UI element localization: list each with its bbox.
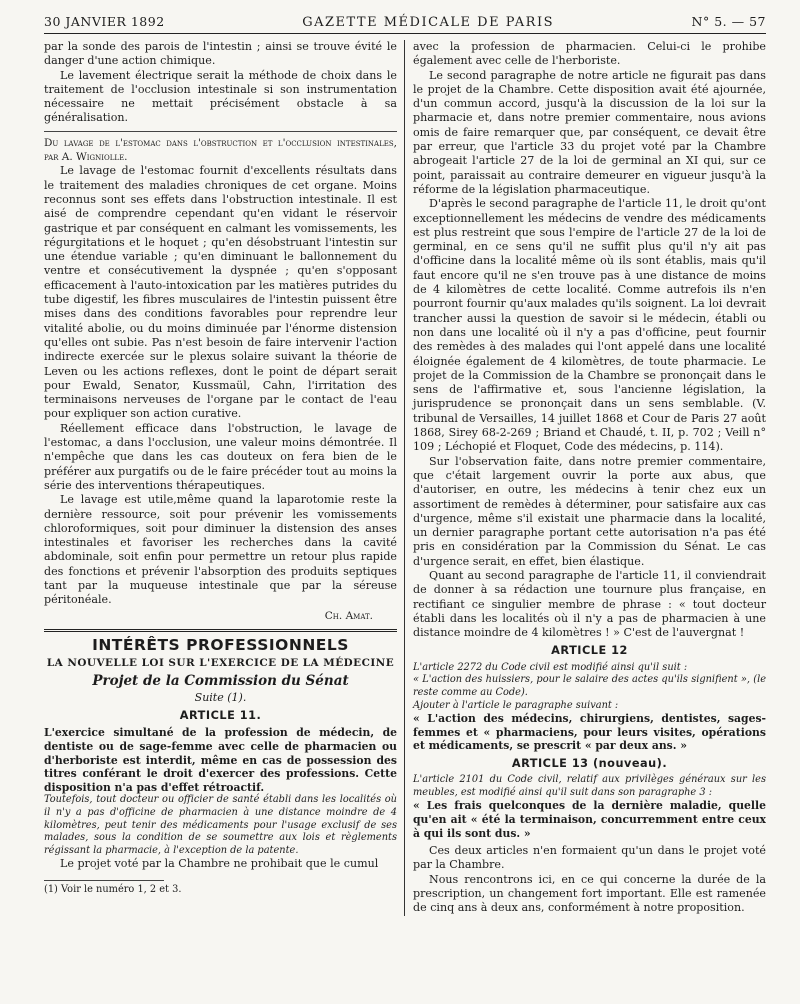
- section-title: INTÉRÊTS PROFESSIONNELS: [92, 635, 349, 654]
- right-paragraph-2: Le second paragraphe de notre article ne figurait pas dans le projet de la Chambre. Cette disposition avait été ajournée, d'un commun accord, jusqu'à la discussion de la loi sur la pharmacie et, dans notre premier commentaire, nous avions omis de faire remarquer que, par conséquent, ce devait être par erreur, que l'article 33 du projet voté par la Chambre abrogeait l'article 27 de la loi de germinal an XI qui, sur ce point, paraissait au contraire demeurer en vigueur jusqu'à la réforme de la législation pharmaceutique.: [413, 68, 766, 196]
- left-paragraph-2: Le lavement électrique serait la méthode de choix dans le traitement de l'occlusion intestinale si son instrumentation nécessaire ne mettait précisément obstacle à sa généralisation.: [44, 68, 397, 125]
- left-paragraph-6: Le projet voté par la Chambre ne prohibait que le cumul: [60, 857, 379, 871]
- left-column: [44, 40, 405, 916]
- article-13-intro: L'article 2101 du Code civil, relatif aux privilèges généraux sur les meubles, est modifié ainsi qu'il suit dans son paragraphe 3 :: [413, 774, 766, 798]
- right-column: [405, 40, 766, 916]
- left-paragraph-4: Réellement efficace dans l'obstruction, le lavage de l'estomac, a dans l'occlusion, une valeur moins démontrée. Il n'empêche que dans les cas douteux on fera bien de le préférer aux purgatifs ou de le faire précéder tout au moins la série des interventions thérapeutiques.: [44, 421, 397, 492]
- header-date: 30 JANVIER 1892: [44, 14, 165, 29]
- article-11-title: ARTICLE 11.: [179, 709, 262, 723]
- right-paragraph-7: Nous rencontrons ici, en ce qui concerne la durée de la prescription, un changement fort important. Elle est ramenée de cinq ans à deux ans, conformément à notre proposition.: [413, 872, 766, 915]
- columns: [44, 40, 766, 916]
- left-paragraph-1: par la sonde des parois de l'intestin ; ainsi se trouve évité le danger d'une action chimique.: [44, 40, 397, 68]
- header-title: GAZETTE MÉDICALE DE PARIS: [302, 15, 554, 30]
- divider: [44, 131, 397, 132]
- article-12-quote-2: « L'action des médecins, chirurgiens, dentistes, sages-femmes et « pharmaciens, pour leurs visites, opérations et médicaments, se prescrit « par deux ans. »: [413, 712, 766, 753]
- project-title: Projet de la Commission du Sénat: [92, 673, 349, 690]
- article-11-text: L'exercice simultané de la profession de médecin, de dentiste ou de sage-femme avec celle de pharmacien ou d'herboriste est interdit, même en cas de possession des titres conférant le droit d'exercer des professions. Cette disposition n'a pas d'effet rétroactif.: [44, 726, 397, 794]
- right-paragraph-6: Ces deux articles n'en formaient qu'un dans le projet voté par la Chambre.: [413, 844, 766, 872]
- article-12-intro: L'article 2272 du Code civil est modifié ainsi qu'il suit :: [413, 661, 688, 673]
- signature: Ch. Amat.: [324, 609, 373, 622]
- article-11-italic: Toutefois, tout docteur ou officier de santé établi dans les localités où il n'y a pas d'officine de pharmacien à une distance moindre de 4 kilomètres, peut tenir des médicaments pour l'usage exclusif de ses malades, sous la condition de se soumettre aux lois et règlements régissant la pharmacie, à l'exception de la patente.: [44, 794, 397, 856]
- left-paragraph-5: Le lavage est utile,même quand la laparotomie reste la dernière ressource, soit pour prévenir les vomissements chloroformiques, soit pour diminuer la distension des anses intestinales et favoriser les recherches dans la cavité abdominale, soit enfin pour permettre un retour plus rapide des fonctions et prévenir l'absorption des produits septiques tant par la muqueuse intestinale que par la séreuse péritonéale.: [44, 493, 397, 607]
- article-12-quote-1: « L'action des huissiers, pour le salaire des actes qu'ils signifient », (le reste comme au Code).: [413, 674, 766, 698]
- footnote-rule: [44, 880, 164, 881]
- right-paragraph-1: avec la profession de pharmacien. Celui-ci le prohibe également avec celle de l'herboriste.: [413, 40, 766, 68]
- running-head: [44, 14, 766, 34]
- article-12-title: ARTICLE 12: [551, 644, 628, 658]
- article-12-add: Ajouter à l'article le paragraphe suivant :: [413, 699, 619, 711]
- footnote: (1) Voir le numéro 1, 2 et 3.: [44, 883, 182, 895]
- lavage-heading: Du lavage de l'estomac dans l'obstruction et l'occlusion intestinales, par A. Wigniolle.: [44, 136, 397, 164]
- law-subhead: LA NOUVELLE LOI SUR L'EXERCICE DE LA MÉDECINE: [46, 657, 395, 670]
- section-rule: [44, 629, 397, 632]
- right-paragraph-3: D'après le second paragraphe de l'article 11, le droit qu'ont exceptionnellement les médecins de vendre des médicaments est plus restreint que sous l'empire de l'article 27 de la loi de germinal, en ce sens qu'il ne suffit plus qu'il n'y ait pas d'officine dans la localité même où ils sont établis, mais qu'il faut encore qu'il ne s'en trouve pas à une distance de moins de 4 kilomètres de cette localité. Comme autrefois ils n'en pourront fournir qu'aux malades qu'ils soignent. La loi devrait trancher aussi la question de savoir si le médecin, établi ou non dans une localité où il n'y a pas d'officine, peut fournir des remèdes à des malades qui l'ont appelé dans une localité éloignée également de 4 kilomètres, de toute pharmacie. Le projet de la Commission de la Chambre se prononçait dans le sens de l'affirmative et, sous l'ancienne législation, la jurisprudence se prononçait dans un sens semblable. (V. tribunal de Versailles, 14 juillet 1868 et Cour de Paris 27 août 1868, Sirey 68-2-269 ; Briand et Chaudé, t. II, p. 702 ; Veill n° 109 ; Léchopié et Floquet, Code des médecins, p. 114).: [413, 197, 766, 454]
- article-13-quote: « Les frais quelconques de la dernière maladie, quelle qu'en ait « été la terminaison, concurremment entre ceux à qui ils sont dus. »: [413, 799, 766, 840]
- article-13-title: ARTICLE 13 (nouveau).: [511, 756, 668, 770]
- right-paragraph-4: Sur l'observation faite, dans notre premier commentaire, que c'était largement ouvrir la porte aux abus, que d'autoriser, en outre, les médecins à tenir chez eux un assortiment de remèdes à déterminer, pour satisfaire aux cas d'urgence, même s'il existait une pharmacie dans la localité, un dernier paragraphe portant cette autorisation n'a pas été pris en considération par la Commission du Sénat. Le cas d'urgence serait, en effet, bien élastique.: [413, 454, 766, 568]
- suite-label: Suite (1).: [194, 690, 247, 704]
- right-paragraph-5: Quant au second paragraphe de l'article 11, il conviendrait de donner à sa rédaction une tournure plus française, en rectifiant ce singulier membre de phrase : « tout docteur établi dans les localités où il n'y a pas de pharmacien à une distance moindre de 4 kilomètres ! » C'est de l'auvergnat !: [413, 568, 766, 640]
- header-page-info: N° 5. — 57: [691, 14, 766, 29]
- left-paragraph-3: Le lavage de l'estomac fournit d'excellents résultats dans le traitement des maladies chroniques de cet organe. Moins reconnus sont ses effets dans l'obstruction intestinale. Il est aisé de comprendre cependant qu'en vidant le réservoir gastrique et par conséquent en calmant les vomissements, les régurgitations et le hoquet ; qu'en désobstruant l'intestin sur une étendue variable ; qu'en diminuant le ballonnement du ventre et consécutivement la dyspnée ; qu'en s'opposant efficacement à l'auto-intoxication par les matières putrides du tube digestif, les fibres musculaires de l'intestin puissent être mises dans des conditions favorables pour reprendre leur vitalité abolie, ou du moins diminuée par l'énorme distension qu'elles ont subie. Pas n'est besoin de faire intervenir l'action indirecte exercée sur le plexus solaire suivant la théorie de Leven ou les actions reflexes, dont le point de départ serait pour Ewald, Senator, Kussmaül, Cahn, l'irritation des terminaisons nerveuses de l'organe par le contact de l'eau pour expliquer son action curative.: [44, 164, 397, 421]
